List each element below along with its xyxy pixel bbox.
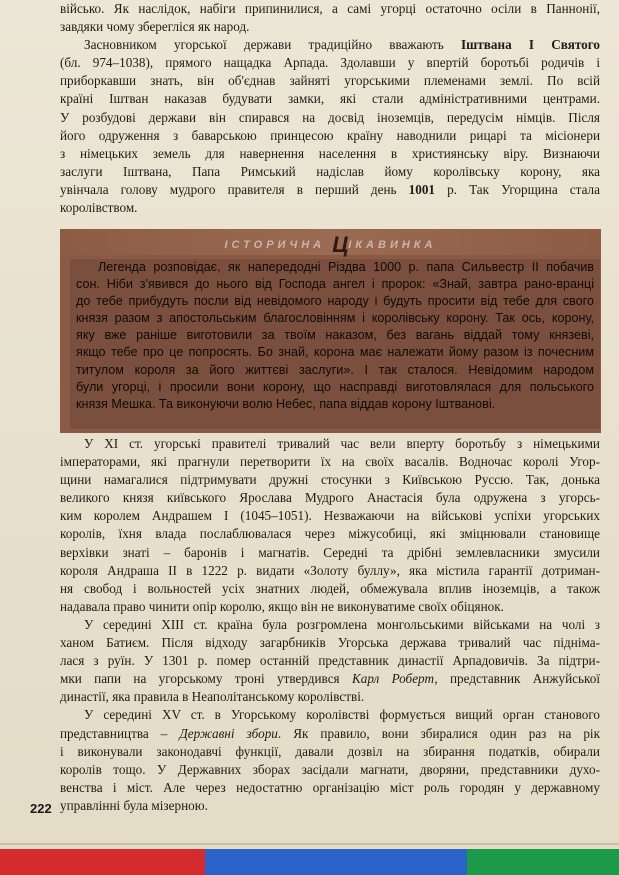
box-title-left: ІСТОРИЧНА [224,239,326,251]
text-line: приборкавши знать, він об'єднав зайняті угорськими племенами землі. По всій [60,73,600,89]
text-line: лася з руїн. У 1301 р. помер останній представник династії Арпадовичів. За підтри- [60,653,600,669]
text-line: щини намагалися підтримувати дружні стосунки з Київською Руссю. Так, донька [60,472,600,488]
ruler-name: Карл Роберт, [352,671,438,687]
box-line: були угорці, і просили вони корону, що насправді виготовлялася для польського [76,379,594,394]
text-line: У середині XV ст. в Угорському королівстві формується вищий орган станового [84,707,600,723]
text-block-top [60,0,600,217]
text-line: королів тощо. У Державних зборах засідали магнати, дворяни, представники духо- [60,761,600,777]
text-line: надавала право чинити опір королю, якщо він не виконуватиме своїх обіцянок. [60,598,504,614]
text-line: заслуги Іштвана, Папа Римський надіслав йому королівську корону, яка [60,163,600,179]
box-line: якщо тебе про це попросять. Бо знай, корона має належати йому разом із почесним [76,345,594,360]
text-line: завдяки чому зберегліся як народ. [60,19,250,35]
box-line: Легенда розповідає, як напередодні Різдва 1000 р. папа Сильвестр II побачив [98,260,594,274]
text-line: ким королем Андрашем I (1045–1051). Незважаючи на військові успіхи угорських [60,508,600,524]
text-line: його одруження з баварською принцесою країну наводнили рицарі та місіонери [60,127,600,143]
text-span: представник Анжуйської [437,671,600,687]
text-line: венства і міст. Але через недостатню організацію міст роль городян у державному [60,779,600,795]
text-span: Засновником угорської держави традиційно вважають [84,37,462,53]
color-bar-red [0,849,205,875]
text-block-bottom [60,435,600,815]
text-line: ханом Батиєм. Після відходу загарбників Угорська держава тривалий час підніма- [60,635,600,651]
box-header [60,229,601,255]
text-line: верхівки знаті – баронів і магнатів. Середні та дрібні землевласники змусили [60,544,600,560]
box-title-initial: Ц [332,232,349,257]
ruler-name: Іштвана I Святого [461,37,600,53]
historical-curiosity-box [60,229,601,433]
text-line: У XI ст. угорські правителі тривалий час вели вперту боротьбу з німецькими [84,436,600,451]
divider [0,843,619,845]
text-span: . Як правило, вони збиралися один раз на рік [277,725,600,741]
text-line [60,725,600,743]
text-line: країні Іштван наказав будувати замки, які стали адміністративними центрами. [60,91,600,107]
page-number: 222 [30,801,52,816]
text-span: увінчала голову мудрого правителя в перший день [60,181,409,197]
text-line: з німецьких земель для навернення населення в християнську віру. Визнаючи [60,145,600,161]
box-line: князя Мешка. Та виконуючи волю Небес, папа віддав корону Іштванові. [76,396,496,411]
color-bar-blue [205,849,467,875]
text-span: р. Так Угорщина стала [435,181,600,197]
box-title-right: ІКАВИНКА [348,239,437,251]
text-line: ня свобод і вольностей усіх знатних людей, обмежувала вплив іноземців, а також [60,580,600,596]
text-line: великого князя київського Ярослава Мудрого Анастасія була одружена з угорсь- [60,490,600,506]
text-line: королів, їхня влада послаблювалася через міжусобиці, які зміцнювали становище [60,526,600,542]
box-title [60,232,601,258]
text-line [60,181,600,199]
text-line: династії, яка правила в Неаполітанському королівстві. [60,689,365,705]
box-line: сон. Ніби з'явився до нього від Господа ангел і пророк: «Знай, завтра рано-вранці [76,277,594,292]
text-line: королівством. [60,200,138,216]
box-line: титулом короля за його життєві заслуги». І так сталося. Невідомим народом [76,362,594,377]
box-body [70,259,600,429]
text-line: У середині XIII ст. країна була розгромлена монгольськими військами на чолі з [84,616,600,632]
text-span: представництва – [60,725,180,741]
year-highlight: 1001 [408,181,435,197]
term-highlight: Державні збори [179,725,278,741]
box-line: князя разом з апостольським благословінням і королівську корону. Так ось, корону, [76,311,594,326]
text-line [60,670,600,688]
box-line: яку вже раніше виготовили за твоїм наказом, без вагань віддай тому князеві, [76,328,594,343]
text-line: військо. Як наслідок, набіги припинилися, а самі угорці остаточно осіли в Паннонії, [60,1,600,16]
text-line: і виконували законодавчі функції, давали дозвіл на збирання податків, обирали [60,743,600,759]
text-span: мки папи на угорському троні утвердився [60,671,352,687]
text-line: управлінні була мізерною. [60,797,208,813]
text-line: короля Андраша II в 1222 р. видати «Золоту буллу», яка містила гарантії дотриман- [60,562,600,578]
text-line: (бл. 974–1038), прямого нащадка Арпада. Здолавши у впертій боротьбі родичів і [60,55,600,71]
text-line: імператорами, які прагнули перетворити їх на своїх васалів. Водночас королі Угор- [60,454,600,470]
text-line: У розбудові держави він спирався на досвід іноземців, передусім німців. Після [60,109,600,125]
color-bar [0,849,619,875]
text-line [60,36,600,54]
box-line: до тебе прибудуть посли від невідомого народу і будуть просити від тебе для свого [76,294,594,309]
color-bar-green [467,849,619,875]
